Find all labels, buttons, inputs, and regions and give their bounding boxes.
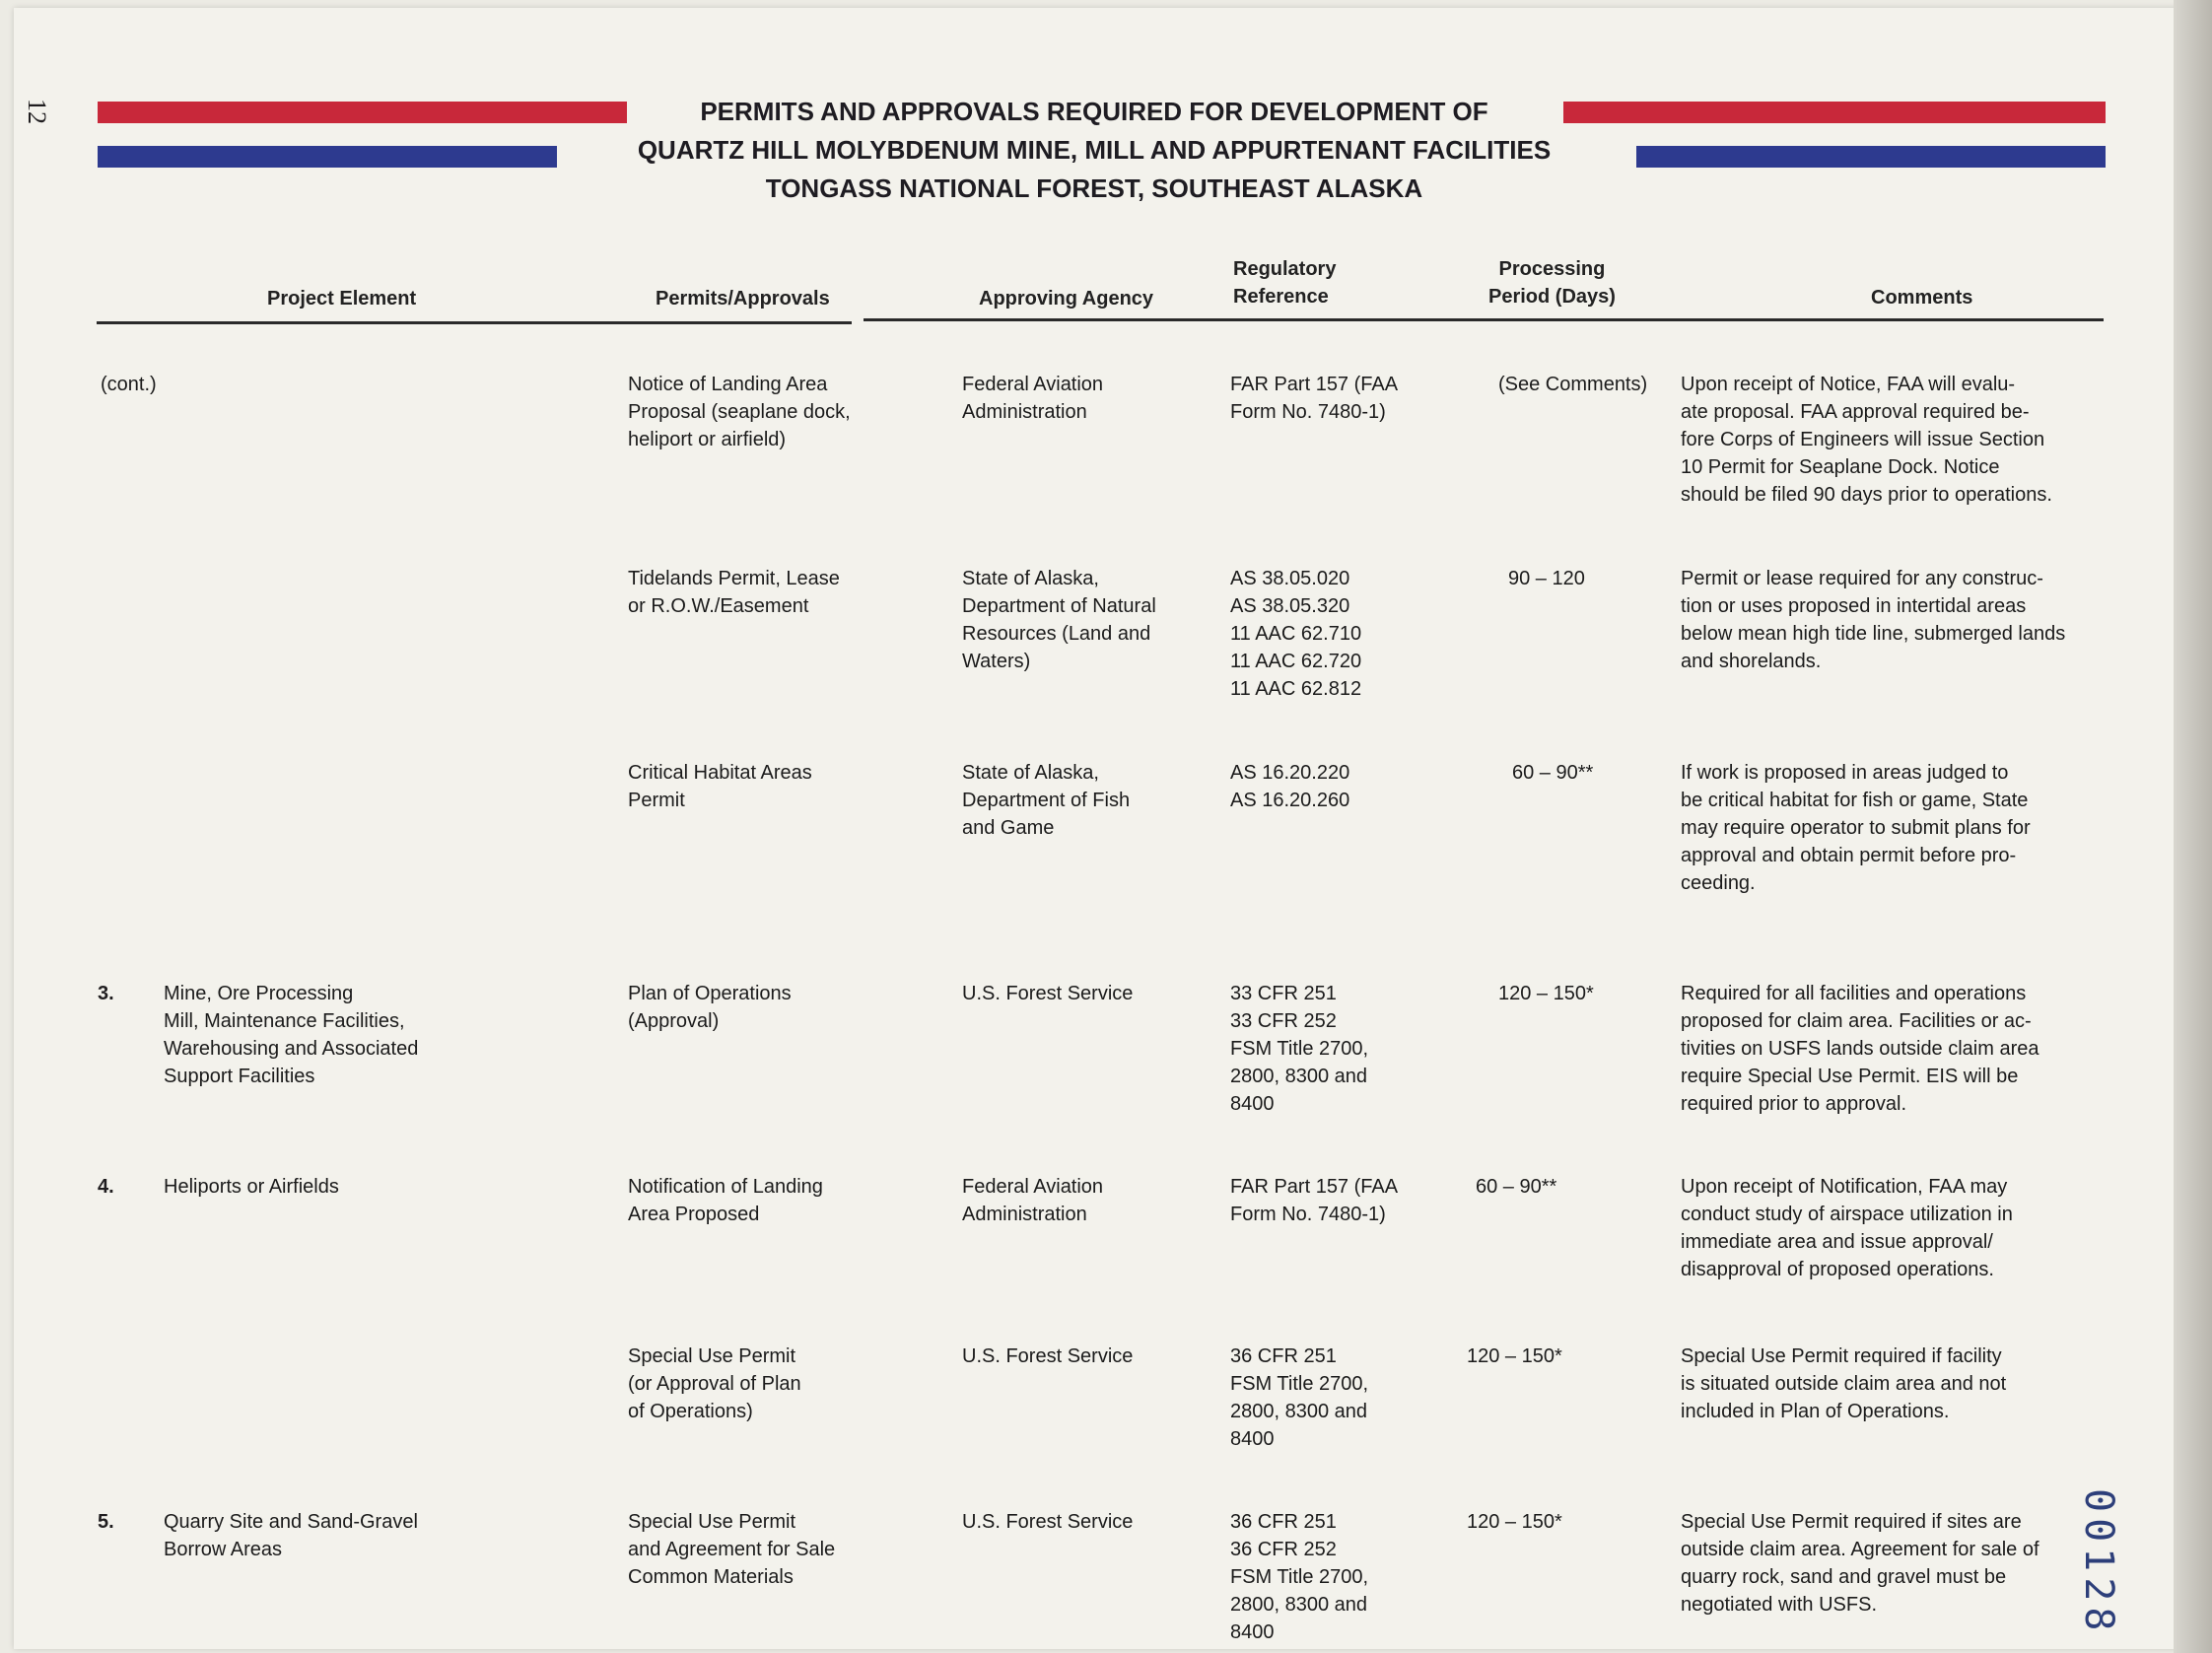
cell-project-element: (cont.) — [101, 374, 157, 395]
cell-approving-agency: U.S. Forest Service — [962, 1345, 1134, 1367]
header-rule-right — [864, 318, 2104, 321]
cell-regulatory-reference: AS 16.20.220 AS 16.20.260 — [1230, 762, 1350, 811]
cell-permit-approval: Special Use Permit and Agreement for Sale Common Materials — [628, 1511, 836, 1588]
title-line-1: PERMITS AND APPROVALS REQUIRED FOR DEVELOPMENT OF — [700, 97, 1488, 126]
header-comments: Comments — [1871, 287, 1973, 309]
page-number: 12 — [23, 99, 51, 124]
cell-permit-approval: Notification of Landing Area Proposed — [628, 1176, 823, 1225]
cell-project-element: Mine, Ore Processing Mill, Maintenance Facilities, Warehousing and Associated Support Facilities — [164, 983, 419, 1087]
cell-processing-period: 90 – 120 — [1508, 568, 1585, 589]
red-stripe-right — [1563, 102, 2106, 123]
row-number: 3. — [98, 983, 114, 1004]
cell-processing-period: 120 – 150* — [1498, 983, 1594, 1004]
cell-permit-approval: Critical Habitat Areas Permit — [628, 762, 812, 811]
cell-comments: Upon receipt of Notice, FAA will evalu- ate proposal. FAA approval required be- fore Corps of Engineers will issue Section 10 Permit for Seaplane Dock. Notice should be filed 90 days prior to operations. — [1681, 374, 2052, 506]
cell-permit-approval: Notice of Landing Area Proposal (seaplane dock, heliport or airfield) — [628, 374, 851, 450]
title-line-3: TONGASS NATIONAL FOREST, SOUTHEAST ALASKA — [765, 173, 1423, 203]
cell-permit-approval: Tidelands Permit, Lease or R.O.W./Easement — [628, 568, 840, 617]
page-edge-shadow — [2174, 0, 2212, 1653]
header-project-element: Project Element — [267, 288, 417, 310]
cell-project-element: Quarry Site and Sand-Gravel Borrow Areas — [164, 1511, 418, 1560]
cell-permit-approval: Special Use Permit (or Approval of Plan of Operations) — [628, 1345, 801, 1422]
cell-permit-approval: Plan of Operations (Approval) — [628, 983, 792, 1032]
header-regulatory-reference: Regulatory Reference — [1233, 258, 1337, 308]
cell-regulatory-reference: 36 CFR 251 36 CFR 252 FSM Title 2700, 2800, 8300 and 8400 — [1230, 1511, 1369, 1643]
page-title — [572, 93, 1617, 208]
header-rule-left — [97, 321, 852, 324]
cell-comments: If work is proposed in areas judged to be critical habitat for fish or game, State may require operator to submit plans for approval and obtain permit before pro- ceeding. — [1681, 762, 2031, 894]
cell-comments: Required for all facilities and operations proposed for claim area. Facilities or ac- tivities on USFS lands outside claim area require Special Use Permit. EIS will be required prior to approval. — [1681, 983, 2039, 1115]
cell-comments: Permit or lease required for any construc- tion or uses proposed in intertidal areas below mean high tide line, submerged lands and shorelands. — [1681, 568, 2066, 672]
header-permits-approvals: Permits/Approvals — [656, 288, 830, 310]
blue-stripe-right — [1636, 146, 2106, 168]
cell-approving-agency: U.S. Forest Service — [962, 983, 1134, 1004]
title-line-2: QUARTZ HILL MOLYBDENUM MINE, MILL AND APPURTENANT FACILITIES — [637, 135, 1552, 165]
cell-approving-agency: U.S. Forest Service — [962, 1511, 1134, 1533]
cell-project-element: Heliports or Airfields — [164, 1176, 339, 1198]
cell-comments: Special Use Permit required if facility is situated outside claim area and not included in Plan of Operations. — [1681, 1345, 2007, 1422]
cell-processing-period: 60 – 90** — [1512, 762, 1594, 784]
cell-regulatory-reference: FAR Part 157 (FAA Form No. 7480-1) — [1230, 374, 1399, 423]
cell-regulatory-reference: FAR Part 157 (FAA Form No. 7480-1) — [1230, 1176, 1399, 1225]
cell-comments: Upon receipt of Notification, FAA may conduct study of airspace utilization in immediate area and issue approval/ disapproval of proposed operations. — [1681, 1176, 2013, 1280]
header-processing-period: Processing Period (Days) — [1488, 258, 1616, 308]
cell-regulatory-reference: 36 CFR 251 FSM Title 2700, 2800, 8300 and 8400 — [1230, 1345, 1369, 1450]
cell-processing-period: (See Comments) — [1498, 374, 1648, 395]
red-stripe-left — [98, 102, 627, 123]
cell-comments: Special Use Permit required if sites are outside claim area. Agreement for sale of quarry rock, sand and gravel must be negotiated with USFS. — [1681, 1511, 2039, 1616]
cell-approving-agency: State of Alaska, Department of Natural Resources (Land and Waters) — [962, 568, 1156, 672]
cell-processing-period: 60 – 90** — [1476, 1176, 1557, 1198]
cell-regulatory-reference: 33 CFR 251 33 CFR 252 FSM Title 2700, 2800, 8300 and 8400 — [1230, 983, 1369, 1115]
cell-regulatory-reference: AS 38.05.020 AS 38.05.320 11 AAC 62.710 11 AAC 62.720 11 AAC 62.812 — [1230, 568, 1362, 700]
cell-approving-agency: Federal Aviation Administration — [962, 374, 1104, 423]
bleed-through-shadow — [362, 325, 463, 335]
row-number: 4. — [98, 1176, 114, 1198]
blue-stripe-left — [98, 146, 557, 168]
row-number: 5. — [98, 1511, 114, 1533]
cell-processing-period: 120 – 150* — [1467, 1511, 1562, 1533]
document-stamp-number: 00128 — [2076, 1488, 2121, 1637]
cell-processing-period: 120 – 150* — [1467, 1345, 1562, 1367]
cell-approving-agency: State of Alaska, Department of Fish and Game — [962, 762, 1131, 839]
header-approving-agency: Approving Agency — [979, 288, 1154, 310]
cell-approving-agency: Federal Aviation Administration — [962, 1176, 1104, 1225]
